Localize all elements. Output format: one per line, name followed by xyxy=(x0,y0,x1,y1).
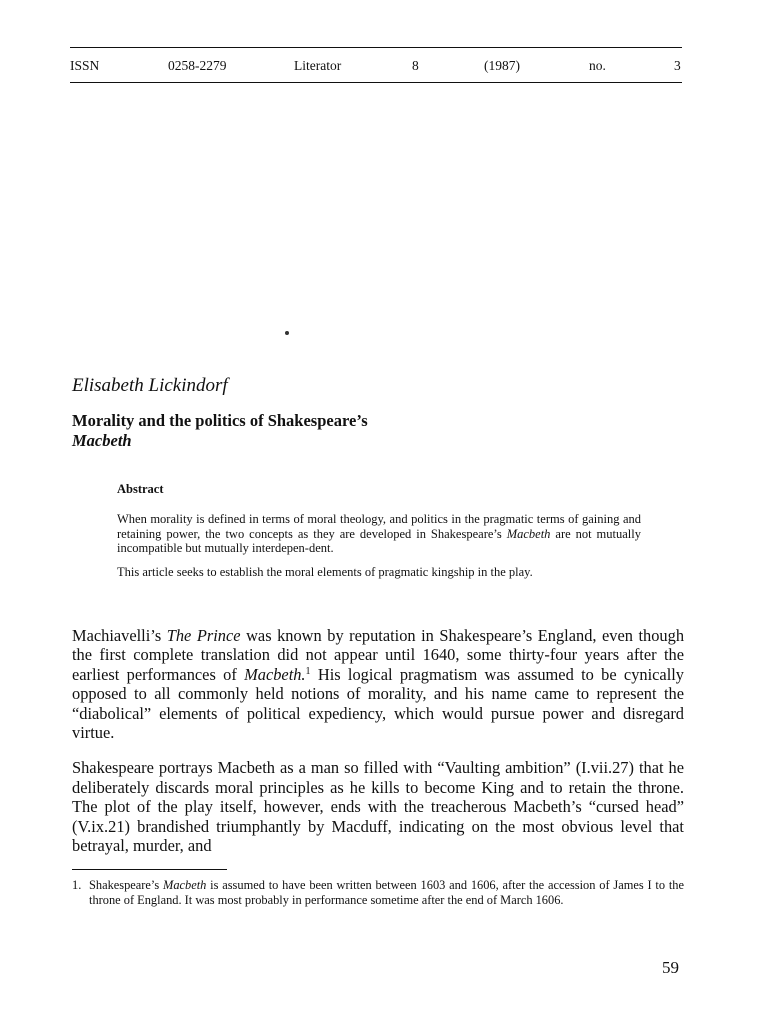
abstract-heading: Abstract xyxy=(117,482,164,496)
footnote-text-b: is assumed to have been written between 1603 and 1606, after the accession of James I to the throne of England. It was most probably in performance sometime after the end of March 1606. xyxy=(89,878,684,907)
footnote-rule xyxy=(72,869,227,870)
scan-speck xyxy=(285,331,289,335)
abstract-p1-italic: Macbeth xyxy=(506,526,551,541)
title-italic: Macbeth xyxy=(72,431,132,450)
abstract-paragraph-1 xyxy=(117,512,641,555)
footnote-italic: Macbeth xyxy=(163,878,207,892)
footnote-text-a: Shakespeare’s xyxy=(89,878,163,892)
body-p1-text-a: Machiavelli’s xyxy=(72,626,167,645)
journal-name: Literator xyxy=(294,58,342,73)
abstract-block xyxy=(117,482,641,579)
body-paragraph-2: Shakespeare portrays Macbeth as a man so filled with “Vaulting ambition” (I.vii.27) that he deliberately discards moral principles as he kills to become King and to retain the throne. The plot of the play itself, however, ends with the treacherous Macbeth’s “cursed head” (V.ix.21) brandished triumphantly by Macduff, indicating on the most obvious level that betrayal, murder, and xyxy=(72,758,684,856)
body-p1-text-c: His logical pragmatism was assumed to be cynically opposed to all commonly held notions of morality, and his name came to represent the “diabolical” elements of political expediency, which would pursue power and disregard virtue. xyxy=(72,664,684,743)
body-paragraph-1 xyxy=(72,626,684,742)
publication-year: (1987) xyxy=(484,58,520,73)
page-number: 59 xyxy=(662,958,679,977)
footnote-reference[interactable]: 1 xyxy=(305,665,311,677)
author-name: Elisabeth Lickindorf xyxy=(72,375,228,396)
body-p1-italic-1: The Prince xyxy=(166,626,241,645)
header-rule-top xyxy=(70,47,682,48)
volume-number: 8 xyxy=(412,58,419,73)
body-p1-text-b: was known by reputation in Shakespeare’s England, even though the first complete translation did not appear until 1640, some thirty-four years after the earliest performances of xyxy=(72,626,685,684)
body-text xyxy=(72,626,684,855)
footnote xyxy=(72,878,684,908)
abstract-p1-text-a: When morality is defined in terms of moral theology, and politics in the pragmatic terms of gaining and retaining power, the two concepts as they are developed in Shakespeare’s xyxy=(117,512,641,541)
issue-label: no. xyxy=(589,58,606,73)
footnote-text xyxy=(89,878,684,908)
body-p1-italic-2: Macbeth. xyxy=(244,664,306,684)
header-rule-bottom xyxy=(70,82,682,83)
issue-number: 3 xyxy=(674,58,681,73)
article-title xyxy=(72,411,592,451)
issn-value: 0258-2279 xyxy=(168,58,227,73)
abstract-paragraph-2: This article seeks to establish the moral elements of pragmatic kingship in the play. xyxy=(117,564,533,579)
abstract-p1-text-b: are not mutually incompatible but mutually interdepen-dent. xyxy=(117,526,641,556)
issn-label: ISSN xyxy=(70,58,100,73)
title-main: Morality and the politics of Shakespeare’s xyxy=(72,411,368,430)
footnote-number: 1. xyxy=(72,878,82,892)
